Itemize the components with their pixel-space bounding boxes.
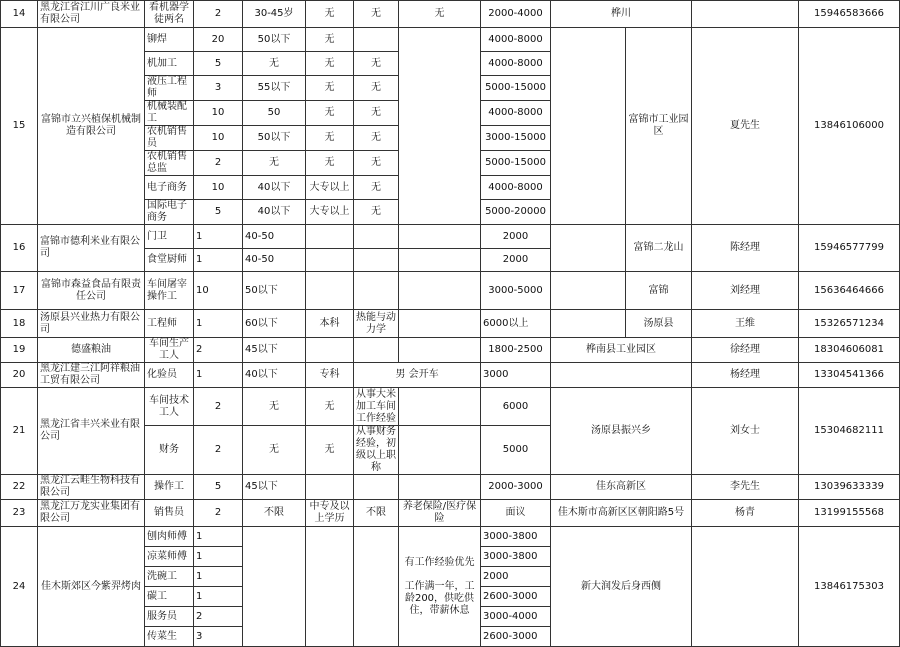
phone-number: 15326571234 bbox=[799, 310, 900, 338]
headcount: 5 bbox=[194, 52, 243, 76]
education-req: 无 bbox=[306, 126, 354, 151]
headcount: 1 bbox=[194, 249, 243, 272]
job-title: 机加工 bbox=[145, 52, 194, 76]
education-req: 无 bbox=[306, 28, 354, 52]
table-row bbox=[1, 475, 900, 500]
phone-number: 13846175303 bbox=[799, 527, 900, 647]
salary: 2000 bbox=[481, 225, 551, 249]
headcount: 10 bbox=[194, 101, 243, 126]
age-req: 45以下 bbox=[243, 338, 306, 363]
benefits: 男 会开车 bbox=[354, 363, 481, 388]
education-req bbox=[306, 272, 354, 310]
job-title: 化验员 bbox=[145, 363, 194, 388]
benefits bbox=[399, 310, 481, 338]
phone-number: 13039633339 bbox=[799, 475, 900, 500]
education-req bbox=[306, 249, 354, 272]
contact-person: 夏先生 bbox=[692, 28, 799, 225]
row-number: 15 bbox=[1, 28, 38, 225]
work-location: 富锦 bbox=[626, 272, 692, 310]
headcount: 1 bbox=[194, 567, 243, 587]
major-req: 热能与动力学 bbox=[354, 310, 399, 338]
work-location: 桦川 bbox=[551, 1, 692, 28]
headcount: 10 bbox=[194, 176, 243, 200]
company-name: 富锦市立兴植保机械制造有限公司 bbox=[38, 28, 145, 225]
row-number: 14 bbox=[1, 1, 38, 28]
job-title: 车间屠宰操作工 bbox=[145, 272, 194, 310]
phone-number: 15946577799 bbox=[799, 225, 900, 272]
major-req bbox=[354, 28, 399, 52]
salary: 5000-15000 bbox=[481, 151, 551, 176]
job-title: 机械装配工 bbox=[145, 101, 194, 126]
major-req bbox=[354, 225, 399, 249]
table-row bbox=[1, 28, 900, 52]
benefits bbox=[399, 272, 481, 310]
benefits bbox=[399, 426, 481, 475]
table-row bbox=[1, 500, 900, 527]
phone-number: 13304541366 bbox=[799, 363, 900, 388]
table-row bbox=[1, 338, 900, 363]
spacer-cell bbox=[551, 310, 626, 338]
job-title: 凉菜师傅 bbox=[145, 547, 194, 567]
age-req: 40以下 bbox=[243, 176, 306, 200]
education-req: 无 bbox=[306, 1, 354, 28]
row-number: 23 bbox=[1, 500, 38, 527]
education-req: 本科 bbox=[306, 310, 354, 338]
contact-person: 王维 bbox=[692, 310, 799, 338]
age-req: 40以下 bbox=[243, 200, 306, 225]
work-location: 汤原县 bbox=[626, 310, 692, 338]
salary: 3000 bbox=[481, 363, 551, 388]
headcount: 1 bbox=[194, 225, 243, 249]
age-req: 无 bbox=[243, 52, 306, 76]
salary: 3000-3800 bbox=[481, 527, 551, 547]
education-req: 大专以上 bbox=[306, 176, 354, 200]
age-req: 50 bbox=[243, 101, 306, 126]
row-number: 24 bbox=[1, 527, 38, 647]
headcount: 10 bbox=[194, 272, 243, 310]
job-title: 农机销售员 bbox=[145, 126, 194, 151]
job-title: 农机销售总监 bbox=[145, 151, 194, 176]
spacer-cell bbox=[551, 225, 626, 272]
major-req: 不限 bbox=[354, 500, 399, 527]
work-location: 富锦二龙山 bbox=[626, 225, 692, 272]
age-req: 55以下 bbox=[243, 76, 306, 101]
table-row bbox=[1, 388, 900, 426]
job-title: 食堂厨师 bbox=[145, 249, 194, 272]
job-title: 看机器学徒两名 bbox=[145, 1, 194, 28]
major-req: 无 bbox=[354, 52, 399, 76]
salary: 3000-5000 bbox=[481, 272, 551, 310]
row-number: 19 bbox=[1, 338, 38, 363]
benefits bbox=[399, 225, 481, 249]
job-title: 碳工 bbox=[145, 587, 194, 607]
education-req: 无 bbox=[306, 76, 354, 101]
job-title: 操作工 bbox=[145, 475, 194, 500]
row-number: 18 bbox=[1, 310, 38, 338]
major-req: 从事大米加工车间工作经验 bbox=[354, 388, 399, 426]
work-location: 桦南县工业园区 bbox=[551, 338, 692, 363]
education-req: 中专及以上学历 bbox=[306, 500, 354, 527]
contact-person: 杨青 bbox=[692, 500, 799, 527]
benefits: 有工作经验优先 工作满一年，工龄200，供吃供住，带薪休息 bbox=[399, 527, 481, 647]
job-title: 工程师 bbox=[145, 310, 194, 338]
age-req: 45以下 bbox=[243, 475, 306, 500]
education-req bbox=[306, 338, 354, 363]
age-req: 无 bbox=[243, 426, 306, 475]
salary: 6000 bbox=[481, 388, 551, 426]
salary: 面议 bbox=[481, 500, 551, 527]
contact-person bbox=[692, 1, 799, 28]
major-req: 从事财务经验，初级以上职称 bbox=[354, 426, 399, 475]
spacer-cell bbox=[551, 272, 626, 310]
salary: 3000-4000 bbox=[481, 607, 551, 627]
table-row bbox=[1, 527, 900, 547]
benefits bbox=[399, 475, 481, 500]
contact-person: 刘经理 bbox=[692, 272, 799, 310]
headcount: 2 bbox=[194, 607, 243, 627]
headcount: 1 bbox=[194, 547, 243, 567]
salary: 6000以上 bbox=[481, 310, 551, 338]
age-req: 40-50 bbox=[243, 249, 306, 272]
age-req: 30-45岁 bbox=[243, 1, 306, 28]
major-req: 无 bbox=[354, 126, 399, 151]
benefits: 无 bbox=[399, 1, 481, 28]
salary: 4000-8000 bbox=[481, 101, 551, 126]
job-title: 刨肉师傅 bbox=[145, 527, 194, 547]
headcount: 1 bbox=[194, 587, 243, 607]
job-title: 国际电子商务 bbox=[145, 200, 194, 225]
phone-number: 13846106000 bbox=[799, 28, 900, 225]
contact-person: 陈经理 bbox=[692, 225, 799, 272]
company-name: 汤原县兴业热力有限公司 bbox=[38, 310, 145, 338]
salary: 2000-4000 bbox=[481, 1, 551, 28]
education-req: 无 bbox=[306, 426, 354, 475]
job-title: 车间生产工人 bbox=[145, 338, 194, 363]
company-name: 黑龙江万龙实业集团有限公司 bbox=[38, 500, 145, 527]
major-req: 无 bbox=[354, 1, 399, 28]
benefits bbox=[399, 249, 481, 272]
salary: 5000-20000 bbox=[481, 200, 551, 225]
row-number: 17 bbox=[1, 272, 38, 310]
job-title: 电子商务 bbox=[145, 176, 194, 200]
age-req: 50以下 bbox=[243, 126, 306, 151]
company-name: 黑龙江省江川广良米业有限公司 bbox=[38, 1, 145, 28]
education-req bbox=[306, 527, 354, 647]
table-row bbox=[1, 310, 900, 338]
company-name: 黑龙江省丰兴米业有限公司 bbox=[38, 388, 145, 475]
age-req: 40-50 bbox=[243, 225, 306, 249]
major-req bbox=[354, 475, 399, 500]
education-req: 专科 bbox=[306, 363, 354, 388]
benefits: 养老保险/医疗保险 bbox=[399, 500, 481, 527]
headcount: 2 bbox=[194, 388, 243, 426]
work-location: 佳木斯市高新区区朝阳路5号 bbox=[551, 500, 692, 527]
work-location: 汤原县振兴乡 bbox=[551, 388, 692, 475]
headcount: 3 bbox=[194, 627, 243, 647]
benefits bbox=[399, 388, 481, 426]
row-number: 21 bbox=[1, 388, 38, 475]
salary: 5000-15000 bbox=[481, 76, 551, 101]
spacer-cell bbox=[551, 28, 626, 225]
work-location: 新大润发后身西侧 bbox=[551, 527, 692, 647]
major-req: 无 bbox=[354, 101, 399, 126]
job-title: 洗碗工 bbox=[145, 567, 194, 587]
salary: 3000-3800 bbox=[481, 547, 551, 567]
major-req bbox=[354, 338, 399, 363]
contact-person bbox=[692, 527, 799, 647]
headcount: 3 bbox=[194, 76, 243, 101]
salary: 4000-8000 bbox=[481, 52, 551, 76]
table-row bbox=[1, 1, 900, 28]
education-req bbox=[306, 225, 354, 249]
salary: 4000-8000 bbox=[481, 176, 551, 200]
education-req: 无 bbox=[306, 52, 354, 76]
headcount: 2 bbox=[194, 151, 243, 176]
major-req bbox=[354, 527, 399, 647]
work-location bbox=[551, 363, 692, 388]
company-name: 佳木斯郊区今紫羿烤肉 bbox=[38, 527, 145, 647]
work-location: 佳东高新区 bbox=[551, 475, 692, 500]
headcount: 2 bbox=[194, 338, 243, 363]
salary: 5000 bbox=[481, 426, 551, 475]
headcount: 1 bbox=[194, 527, 243, 547]
age-req: 无 bbox=[243, 151, 306, 176]
salary: 2600-3000 bbox=[481, 627, 551, 647]
job-title: 门卫 bbox=[145, 225, 194, 249]
age-req: 50以下 bbox=[243, 28, 306, 52]
salary: 2000-3000 bbox=[481, 475, 551, 500]
salary: 3000-15000 bbox=[481, 126, 551, 151]
contact-person: 李先生 bbox=[692, 475, 799, 500]
contact-person: 徐经理 bbox=[692, 338, 799, 363]
row-number: 20 bbox=[1, 363, 38, 388]
phone-number: 15636464666 bbox=[799, 272, 900, 310]
table-row bbox=[1, 225, 900, 249]
company-name: 富锦市森益食品有限责任公司 bbox=[38, 272, 145, 310]
headcount: 2 bbox=[194, 1, 243, 28]
education-req: 大专以上 bbox=[306, 200, 354, 225]
major-req: 无 bbox=[354, 200, 399, 225]
job-title: 服务员 bbox=[145, 607, 194, 627]
job-title: 传菜生 bbox=[145, 627, 194, 647]
education-req: 无 bbox=[306, 388, 354, 426]
headcount: 1 bbox=[194, 310, 243, 338]
row-number: 22 bbox=[1, 475, 38, 500]
headcount: 10 bbox=[194, 126, 243, 151]
company-name: 富锦市德利米业有限公司 bbox=[38, 225, 145, 272]
age-req bbox=[243, 527, 306, 647]
age-req: 不限 bbox=[243, 500, 306, 527]
headcount: 2 bbox=[194, 500, 243, 527]
headcount: 5 bbox=[194, 475, 243, 500]
education-req: 无 bbox=[306, 101, 354, 126]
company-name: 德盛粮油 bbox=[38, 338, 145, 363]
major-req bbox=[354, 249, 399, 272]
age-req: 无 bbox=[243, 388, 306, 426]
major-req: 无 bbox=[354, 176, 399, 200]
phone-number: 18304606081 bbox=[799, 338, 900, 363]
age-req: 50以下 bbox=[243, 272, 306, 310]
benefits bbox=[399, 28, 481, 225]
major-req: 无 bbox=[354, 151, 399, 176]
job-title: 车间技术工人 bbox=[145, 388, 194, 426]
contact-person: 刘女士 bbox=[692, 388, 799, 475]
benefits bbox=[399, 338, 481, 363]
company-name: 黑龙江云畦生物科技有限公司 bbox=[38, 475, 145, 500]
headcount: 1 bbox=[194, 363, 243, 388]
job-title: 财务 bbox=[145, 426, 194, 475]
headcount: 20 bbox=[194, 28, 243, 52]
headcount: 2 bbox=[194, 426, 243, 475]
job-title: 销售员 bbox=[145, 500, 194, 527]
salary: 2600-3000 bbox=[481, 587, 551, 607]
headcount: 5 bbox=[194, 200, 243, 225]
job-title: 铆焊 bbox=[145, 28, 194, 52]
salary: 4000-8000 bbox=[481, 28, 551, 52]
job-title: 液压工程师 bbox=[145, 76, 194, 101]
phone-number: 15946583666 bbox=[799, 1, 900, 28]
contact-person: 杨经理 bbox=[692, 363, 799, 388]
salary: 2000 bbox=[481, 567, 551, 587]
company-name: 黑龙江建三江阿祥粮油工贸有限公司 bbox=[38, 363, 145, 388]
education-req: 无 bbox=[306, 151, 354, 176]
major-req bbox=[354, 272, 399, 310]
work-location: 富锦市工业园区 bbox=[626, 28, 692, 225]
phone-number: 15304682111 bbox=[799, 388, 900, 475]
major-req: 无 bbox=[354, 76, 399, 101]
salary: 1800-2500 bbox=[481, 338, 551, 363]
table-row bbox=[1, 272, 900, 310]
age-req: 40以下 bbox=[243, 363, 306, 388]
row-number: 16 bbox=[1, 225, 38, 272]
salary: 2000 bbox=[481, 249, 551, 272]
education-req bbox=[306, 475, 354, 500]
age-req: 60以下 bbox=[243, 310, 306, 338]
table-row bbox=[1, 363, 900, 388]
phone-number: 13199155568 bbox=[799, 500, 900, 527]
